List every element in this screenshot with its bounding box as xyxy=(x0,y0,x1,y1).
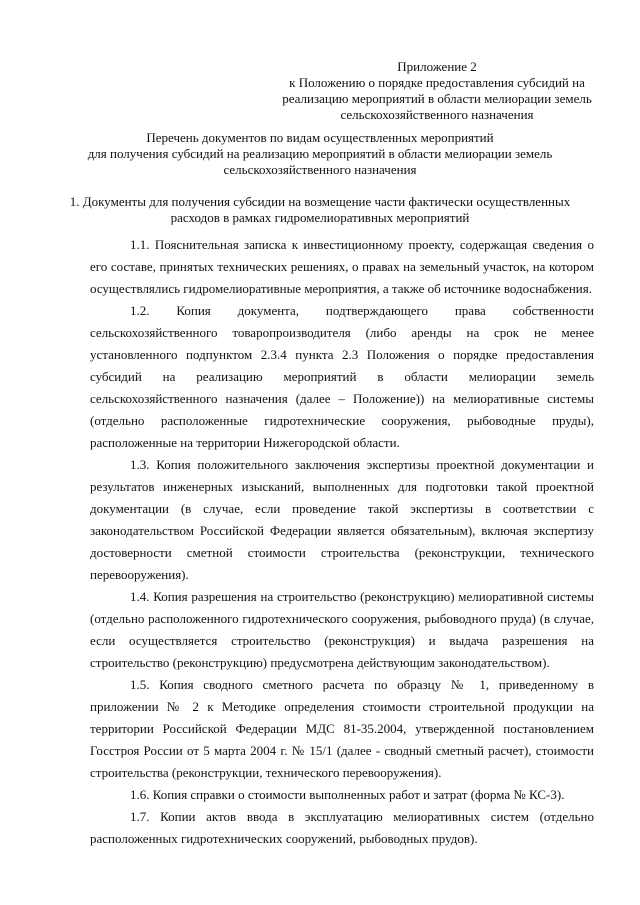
section-heading xyxy=(40,194,600,226)
paragraph-1-3 xyxy=(90,454,594,586)
document-body xyxy=(90,234,594,850)
section-heading-line: 1. Документы для получения субсидии на возмещение части фактически осуществленных xyxy=(69,194,571,209)
paragraph-text: 1.6. Копия справки о стоимости выполненных работ и затрат (форма № КС-3). xyxy=(130,787,565,802)
paragraph-text: 1.1. Пояснительная записка к инвестиционному проекту, содержащая сведения о его составе, принятых технических решениях, о правах на земельный участок, на котором осуществлялись гидромелиоративные мероприятия, а также об источнике водоснабжения. xyxy=(90,237,594,296)
paragraph-text: 1.2. Копия документа, подтверждающего права собственности сельскохозяйственного товаропроизводителя (либо аренды на срок не менее установленного подпунктом 2.3.4 пункта 2.3 Положения о порядке предоставления субсидий на реализацию мероприятий в области мелиорации земель сельскохозяйственного назначения (далее – Положение)) на мелиоративные системы (отдельно расположенные гидротехнические сооружения, рыбоводные пруды), расположенные на территории Нижегородской области. xyxy=(90,303,594,450)
paragraph-1-2 xyxy=(90,300,594,454)
annex-line: сельскохозяйственного назначения xyxy=(340,107,534,122)
annex-number: Приложение 2 xyxy=(397,59,477,74)
annex-line: реализацию мероприятий в области мелиорации земель xyxy=(282,91,592,106)
title-line: Перечень документов по видам осуществленных мероприятий xyxy=(146,130,494,145)
paragraph-text: 1.7. Копии актов ввода в эксплуатацию мелиоративных систем (отдельно расположенных гидротехнических сооружений, рыбоводных прудов). xyxy=(90,809,594,846)
paragraph-text: 1.3. Копия положительного заключения экспертизы проектной документации и результатов инженерных изысканий, выполненных для подготовки такой проектной документации (в случае, если проведение такой экспертизы в соответствии с законодательством Российской Федерации является обязательным), включая экспертизу достоверности сметной стоимости строительства (реконструкции, технического перевооружения). xyxy=(90,457,594,582)
paragraph-text: 1.4. Копия разрешения на строительство (реконструкцию) мелиоративной системы (отдельно расположенного гидротехнического сооружения, рыбоводного пруда) (в случае, если осуществляется строительство (реконструкция) и выдача разрешения на строительство (реконструкцию) предусмотрена действующим законодательством). xyxy=(90,589,594,670)
section-heading-line: расходов в рамках гидромелиоративных мероприятий xyxy=(170,210,470,225)
annex-line: к Положению о порядке предоставления субсидий на xyxy=(289,75,585,90)
paragraph-1-5 xyxy=(90,674,594,784)
title-line: сельскохозяйственного назначения xyxy=(223,162,417,177)
annex-header xyxy=(272,59,602,123)
title-line: для получения субсидий на реализацию мероприятий в области мелиорации земель xyxy=(87,146,553,161)
paragraph-1-7 xyxy=(90,806,594,850)
paragraph-1-6 xyxy=(90,784,594,806)
document-title xyxy=(40,130,600,178)
paragraph-1-4 xyxy=(90,586,594,674)
paragraph-text: 1.5. Копия сводного сметного расчета по образцу № 1, приведенному в приложении № 2 к Методике определения стоимости строительной продукции на территории Российской Федерации МДС 81-35.2004, утвержденной постановлением Госстроя России от 5 марта 2004 г. № 15/1 (далее - сводный сметный расчет), стоимости строительства (реконструкции, технического перевооружения). xyxy=(90,677,594,780)
paragraph-1-1 xyxy=(90,234,594,300)
